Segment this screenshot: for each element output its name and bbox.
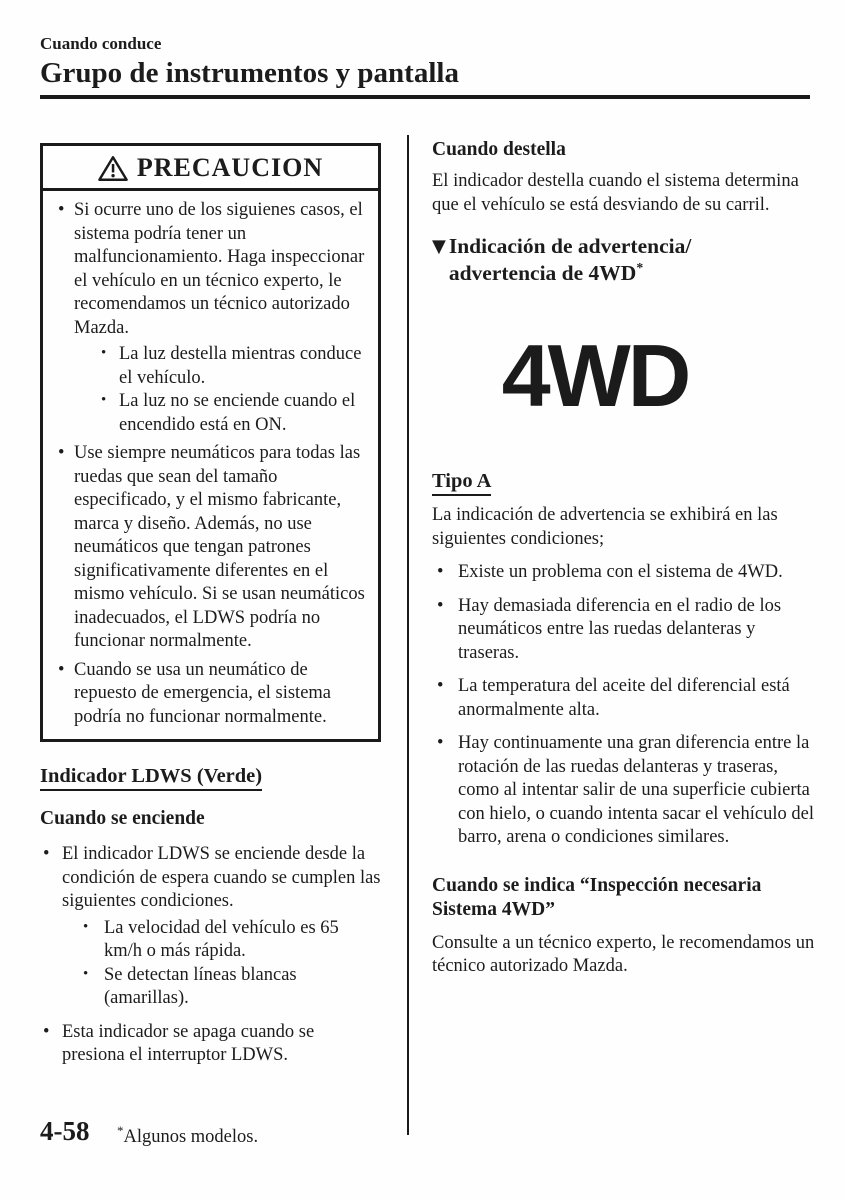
right-column — [432, 138, 818, 979]
list-item-text: La temperatura del aceite del diferencial está anormalmente alta. — [458, 676, 790, 720]
warning-triangle-icon — [98, 155, 128, 182]
bullet-icon: • — [437, 676, 444, 696]
footnote-text: Algunos modelos. — [123, 1127, 259, 1148]
bullet-icon: • — [101, 392, 107, 408]
ldws-list — [40, 843, 381, 1068]
ldws-sublist — [62, 917, 381, 1011]
list-item-text: Cuando se usa un neumático de repuesto de emergencia, el sistema podría no funcionar normalmente. — [74, 659, 332, 727]
list-item — [53, 199, 372, 437]
bullet-icon: • — [43, 1021, 50, 1042]
asterisk-mark: * — [117, 1123, 124, 1138]
bullet-icon: • — [437, 733, 444, 753]
tipo-a-list — [432, 561, 818, 850]
bullet-icon: • — [83, 918, 89, 935]
ldws-subheading: Cuando se enciende — [40, 808, 205, 829]
bullet-icon: • — [43, 844, 50, 864]
list-item — [432, 561, 818, 585]
advertencia-heading-line2: advertencia de 4WD — [448, 261, 637, 285]
ldws-indicator-section — [40, 764, 381, 1068]
bullet-icon: • — [437, 562, 444, 582]
caution-box-body — [43, 191, 378, 739]
list-item-text: Use siempre neumáticos para todas las ruedas que sean del tamaño especificado, y el mismo fabricante, marca y diseño. Además, no use neumáticos que tengan patrones significativamente diferentes en el mismo vehículo. Si se usan neumáticos inadecuados, el LDWS podría no funcionar normalmente. — [74, 443, 365, 651]
list-item — [53, 659, 372, 730]
header-rule — [40, 95, 810, 99]
column-divider — [407, 135, 409, 1135]
list-item — [432, 675, 818, 722]
bullet-icon: • — [58, 659, 65, 680]
list-item-text: Si ocurre uno de los siguienes casos, el sistema podría tener un malfuncionamiento. Haga inspeccionar el vehículo en un técnico experto, le recomendamos un técnico autorizado Mazda. — [74, 200, 365, 338]
4wd-indicator-display: 4WD — [501, 326, 689, 425]
tipo-a-intro: La indicación de advertencia se exhibirá en las siguientes condiciones; — [432, 505, 778, 549]
caution-box-header — [43, 146, 378, 191]
caution-title: PRECAUCION — [136, 153, 324, 182]
list-item-text: La velocidad del vehículo es 65 km/h o más rápida. — [104, 917, 339, 961]
list-item-text: Esta indicador se apaga cuando se presiona el interruptor LDWS. — [62, 1021, 315, 1065]
list-item — [432, 595, 818, 666]
asterisk-mark: * — [636, 259, 644, 275]
list-item — [432, 732, 818, 850]
list-item — [53, 442, 372, 654]
page-number: 4-58 — [40, 1116, 90, 1146]
inspeccion-subheading: Cuando se indica “Inspección necesaria Sistema 4WD” — [432, 874, 762, 920]
section-eyebrow: Cuando conduce — [40, 34, 162, 53]
list-item-text: La luz destella mientras conduce el vehículo. — [119, 344, 362, 388]
list-item-text: El indicador LDWS se enciende desde la condición de espera cuando se cumplen las siguientes condiciones. — [62, 844, 381, 911]
list-item-text: Se detectan líneas blancas (amarillas). — [104, 964, 297, 1008]
advertencia-heading-text — [449, 233, 691, 287]
ldws-section-heading: Indicador LDWS (Verde) — [40, 764, 262, 791]
triangle-marker-icon: ▼ — [432, 236, 446, 257]
list-item — [82, 964, 381, 1011]
list-item — [98, 343, 372, 390]
page-header — [40, 34, 810, 90]
destella-subheading: Cuando destella — [432, 139, 566, 160]
tipo-a-heading: Tipo A — [432, 469, 491, 496]
footnote — [117, 1123, 258, 1148]
left-column — [40, 143, 381, 1068]
list-item — [40, 1021, 381, 1068]
destella-body: El indicador destella cuando el sistema determina que el vehículo se está desviando de su carril. — [432, 171, 799, 215]
caution-sublist — [74, 343, 372, 437]
bullet-icon: • — [437, 595, 444, 616]
caution-box — [40, 143, 381, 742]
list-item-text: Hay continuamente una gran diferencia entre la rotación de las ruedas delanteras y traseras, como al intentar salir de una superficie cubierta con hielo, o cuando intenta sacar el vehículo del barro, arena o condiciones similares. — [458, 733, 814, 847]
bullet-icon: • — [58, 200, 65, 220]
bullet-icon: • — [101, 345, 107, 361]
advertencia-4wd-heading — [432, 233, 818, 287]
list-item-text: Existe un problema con el sistema de 4WD. — [458, 562, 783, 582]
inspeccion-body: Consulte a un técnico experto, le recomendamos un técnico autorizado Mazda. — [432, 932, 815, 976]
list-item — [40, 843, 381, 1011]
list-item — [82, 917, 381, 964]
bullet-icon: • — [58, 443, 65, 463]
advertencia-heading-line1: Indicación de advertencia/ — [448, 234, 692, 258]
bullet-icon: • — [83, 965, 89, 982]
caution-list — [53, 199, 372, 729]
list-item-text: Hay demasiada diferencia en el radio de los neumáticos entre las ruedas delanteras y traseras. — [458, 595, 782, 663]
list-item — [98, 390, 372, 437]
page-title: Grupo de instrumentos y pantalla — [40, 57, 459, 89]
list-item-text: La luz no se enciende cuando el encendido está en ON. — [119, 391, 356, 435]
